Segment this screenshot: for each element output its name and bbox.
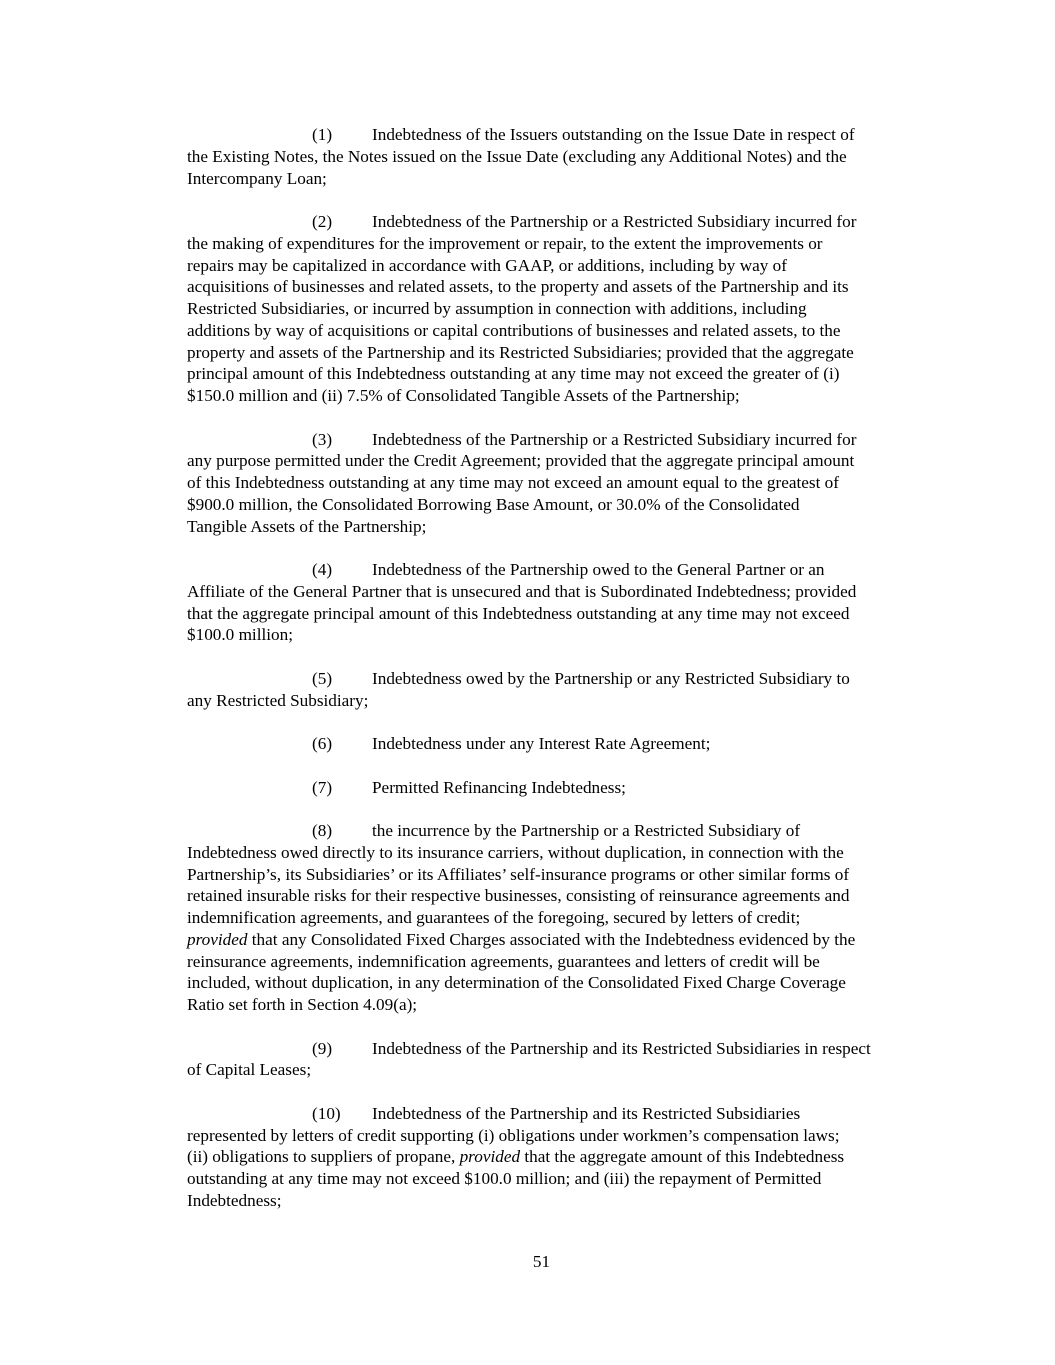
text-line [187,276,932,298]
text-segment: any Restricted Subsidiary; [187,690,369,710]
clause-paragraph [187,820,932,1016]
text-line [187,581,932,603]
text-line [187,603,932,625]
text-line [187,864,932,886]
text-segment: property and assets of the Partnership and its Restricted Subsidiaries; provided that the aggregate [187,342,854,362]
text-segment: Indebtedness owed by the Partnership or any Restricted Subsidiary to [372,668,850,688]
clause-number: (3) [312,429,333,449]
text-segment: Indebtedness of the Issuers outstanding on the Issue Date in respect of [372,125,855,144]
text-segment: additions by way of acquisitions or capital contributions of businesses and related assets, to the [187,320,841,340]
text-line [187,777,932,799]
text-segment: Indebtedness of the Partnership or a Restricted Subsidiary incurred for [372,212,857,231]
text-segment: $900.0 million, the Consolidated Borrowing Base Amount, or 30.0% of the Consolidated [187,494,800,514]
text-line [187,342,932,364]
clause-number: (8) [312,821,333,840]
text-segment: retained insurable risks for their respective businesses, consisting of reinsurance agreements and [187,886,850,906]
clause-number: (4) [312,560,333,579]
clause-number: (7) [312,777,333,797]
clause-paragraph [187,1038,932,1082]
text-line [187,255,932,277]
text-line [187,907,932,929]
text-segment: Partnership’s, its Subsidiaries’ or its Affiliates’ self-insurance programs or other similar forms of [187,864,850,884]
text-line [187,320,932,342]
text-line [187,450,932,472]
clause-number: (10) [312,1103,341,1123]
text-line [187,1168,932,1190]
text-segment: indemnification agreements, and guarantees of the foregoing, secured by letters of credit; [187,908,801,927]
text-line [187,1059,932,1081]
text-line [187,168,932,190]
text-segment: Tangible Assets of the Partnership; [187,516,427,536]
italic-term: provided [187,929,248,949]
text-line [187,516,932,538]
clause-paragraph [187,1103,932,1212]
text-line [187,994,932,1016]
text-line [187,842,932,864]
text-line [187,1146,932,1168]
text-segment: Indebtedness owed directly to its insurance carriers, without duplication, in connection with the [187,842,844,862]
clause-number: (6) [312,734,333,753]
clause-number: (5) [312,668,333,688]
clause-paragraph [187,668,932,712]
clause-number: (1) [312,125,333,144]
text-segment: Intercompany Loan; [187,168,327,188]
text-segment: included, without duplication, in any determination of the Consolidated Fixed Charge Coverage [187,973,846,993]
text-line [187,472,932,494]
text-line [187,233,932,255]
text-segment: outstanding at any time may not exceed $100.0 million; and (iii) the repayment of Permitted [187,1169,822,1188]
text-segment: Ratio set forth in Section 4.09(a); [187,995,418,1014]
text-line [187,929,932,951]
text-line [187,690,932,712]
text-segment: principal amount of this Indebtedness outstanding at any time may not exceed the greater of (i) [187,364,840,384]
text-line [187,363,932,385]
text-line [187,1103,932,1125]
italic-term: provided [459,1147,521,1167]
text-segment: any purpose permitted under the Credit Agreement; provided that the aggregate principal amount [187,451,855,471]
text-line [187,820,932,842]
text-line [187,124,932,146]
text-segment: $100.0 million; [187,625,293,645]
text-line [187,1125,932,1147]
text-segment: Indebtedness of the Partnership owed to the General Partner or an [372,560,825,579]
text-line [187,1038,932,1060]
text-line [187,1190,932,1212]
text-segment: (ii) obligations to suppliers of propane, [187,1147,460,1167]
text-segment: Indebtedness of the Partnership and its Restricted Subsidiaries [372,1103,801,1123]
text-line [187,885,932,907]
text-line [187,211,932,233]
clause-number: (9) [312,1038,333,1058]
text-segment: Affiliate of the General Partner that is unsecured and that is Subordinated Indebtedness; provided [187,581,857,601]
document-body [187,124,932,1233]
text-segment: Indebtedness; [187,1190,282,1210]
text-segment: Indebtedness of the Partnership and its Restricted Subsidiaries in respect [372,1038,871,1058]
text-line [187,668,932,690]
text-segment: Indebtedness under any Interest Rate Agreement; [372,734,711,753]
clause-paragraph [187,559,932,646]
text-line [187,429,932,451]
text-line [187,146,932,168]
text-segment: the making of expenditures for the improvement or repair, to the extent the improvements or [187,233,823,253]
text-segment: Permitted Refinancing Indebtedness; [372,777,626,797]
clause-number: (2) [312,212,333,231]
text-segment: repairs may be capitalized in accordance with GAAP, or additions, including by way of [187,255,787,275]
page-number: 51 [532,1252,551,1271]
text-segment: reinsurance agreements, indemnification agreements, guarantees and letters of credit will be [187,951,820,971]
clause-paragraph [187,733,932,755]
text-segment: the incurrence by the Partnership or a Restricted Subsidiary of [372,821,801,840]
text-line [187,951,932,973]
text-segment: that the aggregate principal amount of this Indebtedness outstanding at any time may not exceed [187,603,850,623]
text-segment: of Capital Leases; [187,1060,312,1080]
text-segment: that any Consolidated Fixed Charges associated with the Indebtedness evidenced by the [247,929,856,949]
text-line [187,972,932,994]
text-line [187,733,932,755]
text-line [187,559,932,581]
text-segment: $150.0 million and (ii) 7.5% of Consolidated Tangible Assets of the Partnership; [187,386,740,405]
text-segment: of this Indebtedness outstanding at any time may not exceed an amount equal to the greatest of [187,473,839,492]
text-segment: that the aggregate amount of this Indebtedness [520,1147,845,1167]
text-line [187,494,932,516]
text-line [187,624,932,646]
clause-paragraph [187,429,932,538]
text-segment: Indebtedness of the Partnership or a Restricted Subsidiary incurred for [372,429,857,449]
text-segment: the Existing Notes, the Notes issued on the Issue Date (excluding any Additional Notes) and the [187,146,847,166]
text-segment: acquisitions of businesses and related assets, to the property and assets of the Partnership and its [187,277,849,297]
text-segment: Restricted Subsidiaries, or incurred by assumption in connection with additions, including [187,299,807,318]
clause-paragraph [187,124,932,189]
text-line [187,385,932,407]
text-segment: represented by letters of credit supporting (i) obligations under workmen’s compensation laws; [187,1125,840,1145]
clause-paragraph [187,777,932,799]
clause-paragraph [187,211,932,407]
text-line [187,298,932,320]
